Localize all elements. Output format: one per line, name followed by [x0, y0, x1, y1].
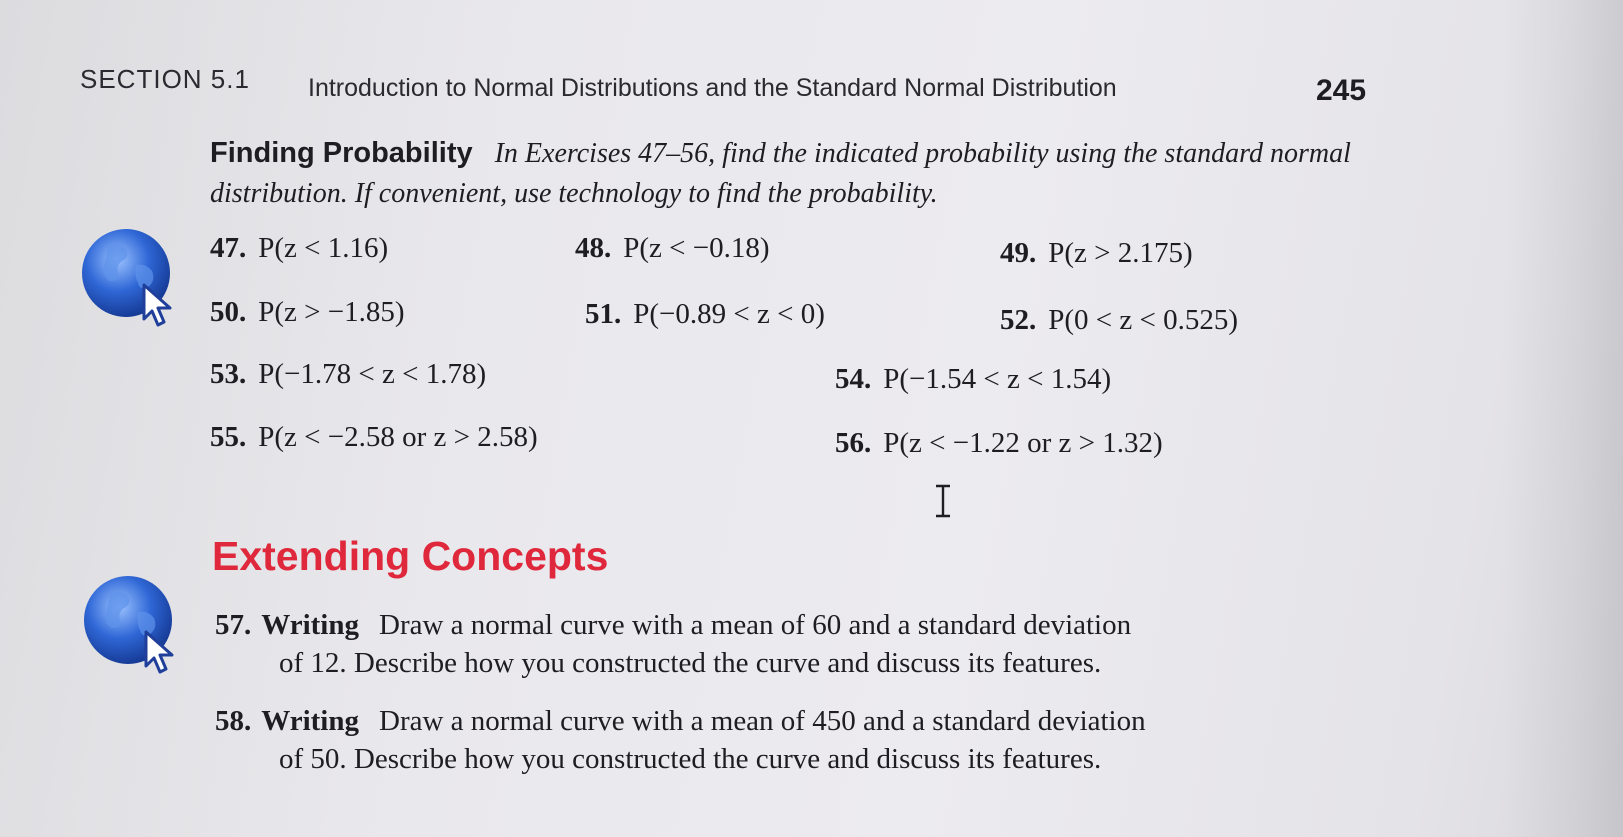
text-cursor-icon — [933, 484, 953, 518]
finding-probability-heading: Finding Probability — [210, 137, 473, 169]
finding-probability-instructions: In Exercises 47–56, find the indicated probability using the standard normal distribution. If convenient, use technology to find the probability. — [210, 138, 1351, 209]
extending-concepts-heading: Extending Concepts — [212, 533, 609, 579]
finding-probability-intro — [210, 133, 1390, 214]
exercise-57-line2: of 12. Describe how you constructed the curve and discuss its features. — [279, 647, 1102, 679]
exercise-47: 47. P(z < 1.16) — [210, 232, 389, 264]
globe-cursor-icon — [80, 572, 190, 682]
page-edge-shadow — [1503, 0, 1623, 837]
exercise-48: 48. P(z < −0.18) — [575, 232, 770, 264]
exercise-49: 49. P(z > 2.175) — [1000, 237, 1193, 269]
running-head — [80, 60, 1380, 107]
exercise-58-line1: 58. Writing Draw a normal curve with a mean of 450 and a standard deviation — [215, 705, 1146, 737]
exercise-54: 54. P(−1.54 < z < 1.54) — [835, 363, 1112, 395]
exercise-56: 56. P(z < −1.22 or z > 1.32) — [835, 427, 1163, 459]
exercise-58 — [215, 702, 1365, 778]
exercise-53: 53. P(−1.78 < z < 1.78) — [210, 358, 487, 390]
globe-cursor-icon — [78, 225, 188, 335]
exercise-50: 50. P(z > −1.85) — [210, 296, 405, 328]
exercise-55: 55. P(z < −2.58 or z > 2.58) — [210, 421, 538, 453]
exercise-57 — [215, 606, 1365, 682]
section-label: SECTION 5.1 — [80, 64, 250, 94]
exercise-58-line2: of 50. Describe how you constructed the curve and discuss its features. — [279, 743, 1102, 775]
exercise-52: 52. P(0 < z < 0.525) — [1000, 304, 1239, 336]
section-title: Introduction to Normal Distributions and the Standard Normal Distribution — [308, 74, 1117, 102]
exercise-51: 51. P(−0.89 < z < 0) — [585, 298, 825, 330]
exercise-57-line1: 57. Writing Draw a normal curve with a mean of 60 and a standard deviation — [215, 609, 1132, 641]
page-number: 245 — [1316, 74, 1367, 107]
